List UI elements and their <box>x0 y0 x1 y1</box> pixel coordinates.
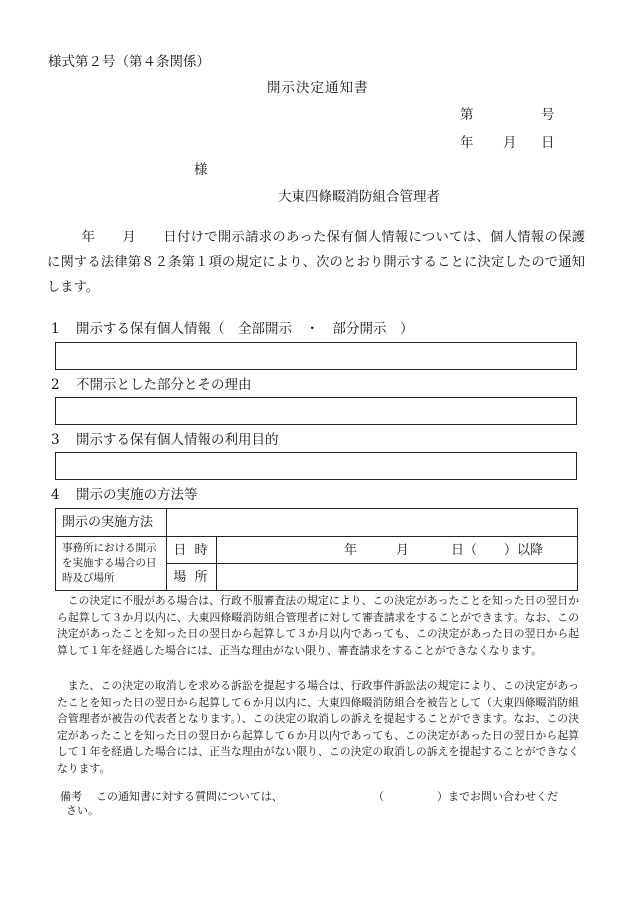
number-go: 号 <box>541 107 555 123</box>
office-label-line-3: 時及び場所 <box>62 572 115 584</box>
place-field[interactable] <box>217 564 578 591</box>
section-2-label: 不開示とした部分とその理由 <box>76 377 252 393</box>
method-table <box>55 508 578 591</box>
remarks-text-wrap: さい。 <box>66 804 99 817</box>
section-1-label: 開示する保有個人情報（ 全部開示 ・ 部分開示 ） <box>76 321 414 337</box>
place-label: 場 所 <box>167 564 217 591</box>
section-4-number: 4 <box>51 487 60 503</box>
section-3-label: 開示する保有個人情報の利用目的 <box>76 432 279 448</box>
number-dai: 第 <box>460 107 474 123</box>
section-1-field[interactable] <box>55 342 577 370</box>
form-number: 様式第２号（第４条関係） <box>48 54 210 70</box>
addressee-suffix: 様 <box>194 162 208 178</box>
office-label-line-2: を実施する場合の日 <box>62 557 157 569</box>
datetime-field[interactable] <box>217 537 578 564</box>
notice-paragraph-1: この決定に不服がある場合は、行政不服審査法の規定により、この決定があったことを知った日の翌日から起算して３か月以内に、大東四條畷消防組合管理者に対して審査請求をすることができます。なお、この決定があったことを知った日の翌日から起算して３か月以内であっても、この決定があった日の翌日から起算して１年を経過した場合には、正当な理由がない限り、審査請求をすることができなくなります。 <box>57 594 579 657</box>
remarks-label: 備考 <box>60 790 82 803</box>
main-text: 年 月 日付けで開示請求のあった保有個人情報については、個人情報の保護に関する法律第８２条第１項の規定により、次のとおり開示することに決定したので通知します。 <box>47 230 585 295</box>
section-4-label: 開示の実施の方法等 <box>76 487 198 503</box>
office-label-line-1: 事務所における開示 <box>62 542 157 554</box>
method-label: 開示の実施方法 <box>56 509 167 537</box>
datetime-suffix: ）以降 <box>504 543 544 558</box>
datetime-year: 年 <box>344 543 358 558</box>
date-month: 月 <box>503 135 517 151</box>
section-3-number: 3 <box>51 432 60 448</box>
section-1-number: 1 <box>51 321 60 337</box>
issuer: 大東四條畷消防組合管理者 <box>278 189 440 205</box>
notice-paragraph-2: また、この決定の取消しを求める訴訟を提起する場合は、行政事件訴訟法の規定により、この決定があったことを知った日の翌日から起算して６か月以内に、大東四條畷消防組合を被告として（大東四條畷消防組合管理者が被告の代表者となります。）、この決定の取消しの訴えを提起することができます。なお、この決定があったことを知った日の翌日から起算して６か月以内であっても、この決定があった日の翌日から起算して１年を経過した場合には、正当な理由がない限り、この決定の取消しの訴えを提起することができなくなります。 <box>57 679 579 775</box>
method-field[interactable] <box>167 509 578 537</box>
remarks-text-before: この通知書に対する質問については、 <box>96 790 283 803</box>
date-day: 日 <box>541 135 555 151</box>
remarks-paren-close: ）までお問い合わせくだ <box>437 790 558 803</box>
office-label <box>56 537 167 591</box>
page-title: 開示決定通知書 <box>267 80 369 96</box>
date-year: 年 <box>460 135 474 151</box>
section-2-field[interactable] <box>55 397 577 425</box>
datetime-day: 日（ <box>451 543 478 558</box>
remarks-paren-open: （ <box>373 790 384 803</box>
section-3-field[interactable] <box>55 452 577 480</box>
datetime-label: 日 時 <box>167 537 217 564</box>
section-2-number: 2 <box>51 377 60 393</box>
datetime-month: 月 <box>396 543 410 558</box>
